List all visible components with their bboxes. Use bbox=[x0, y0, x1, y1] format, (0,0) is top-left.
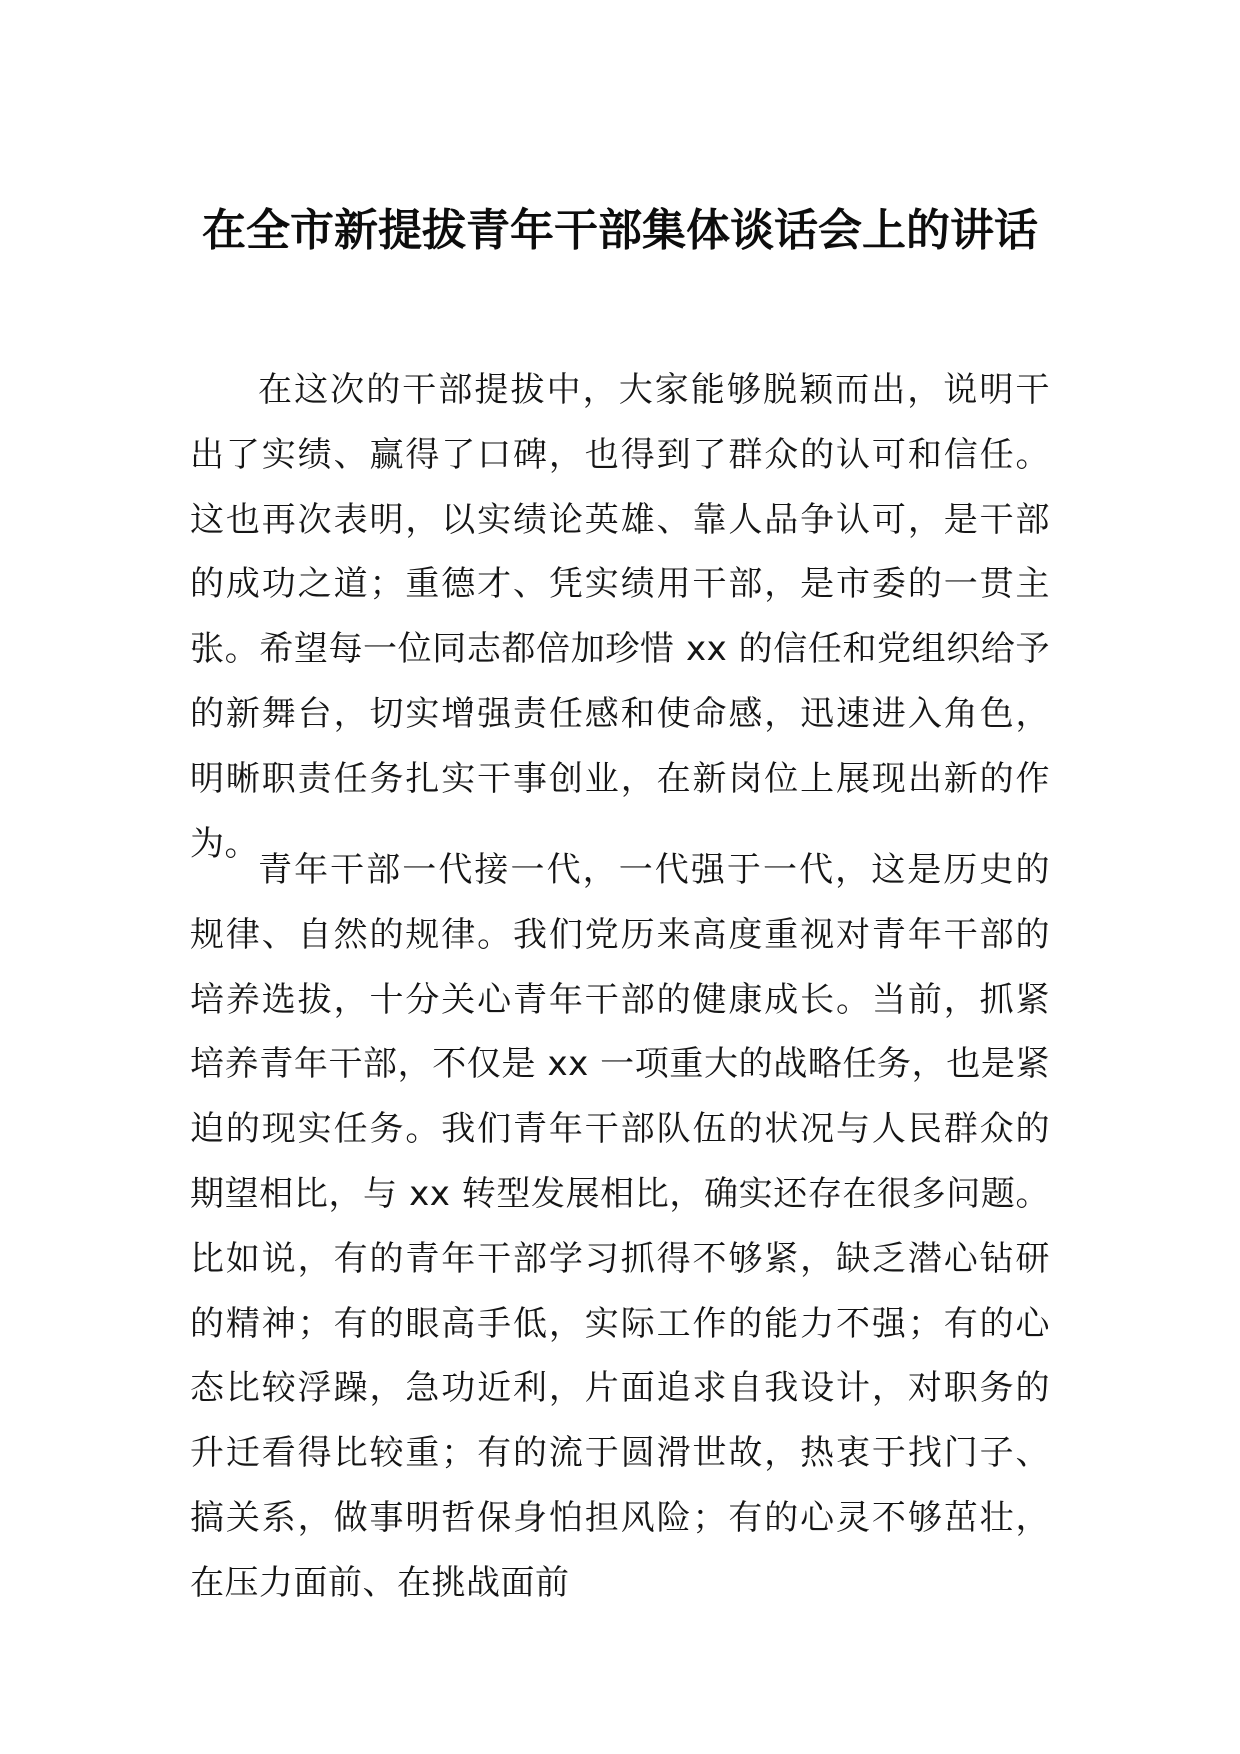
body-paragraph-2: 青年干部一代接一代，一代强于一代，这是历史的规律、自然的规律。我们党历来高度重视对青年干部的培养选拔，十分关心青年干部的健康成长。当前，抓紧培养青年干部，不仅是 xx 一项重大的战略任务，也是紧迫的现实任务。我们青年干部队伍的状况与人民群众的期望相比，与 xx 转型发展相比，确实还存在很多问题。比如说，有的青年干部学习抓得不够紧，缺乏潜心钻研的精神；有的眼高手低，实际工作的能力不强；有的心态比较浮躁，急功近利，片面追求自我设计，对职务的升迁看得比较重；有的流于圆滑世故，热衷于找门子、搞关系，做事明哲保身怕担风险；有的心灵不够茁壮，在压力面前、在挑战面前 bbox=[190, 850, 1050, 1603]
document-title: 在全市新提拔青年干部集体谈话会上的讲话 bbox=[202, 205, 1038, 256]
body-paragraph-1: 在这次的干部提拔中，大家能够脱颖而出，说明干出了实绩、赢得了口碑，也得到了群众的认可和信任。这也再次表明，以实绩论英雄、靠人品争认可，是干部的成功之道；重德才、凭实绩用干部，是市委的一贯主张。希望每一位同志都倍加珍惜 xx 的信任和党组织给予的新舞台，切实增强责任感和使命感，迅速进入角色，明晰职责任务扎实干事创业，在新岗位上展现出新的作为。 bbox=[190, 370, 1050, 864]
